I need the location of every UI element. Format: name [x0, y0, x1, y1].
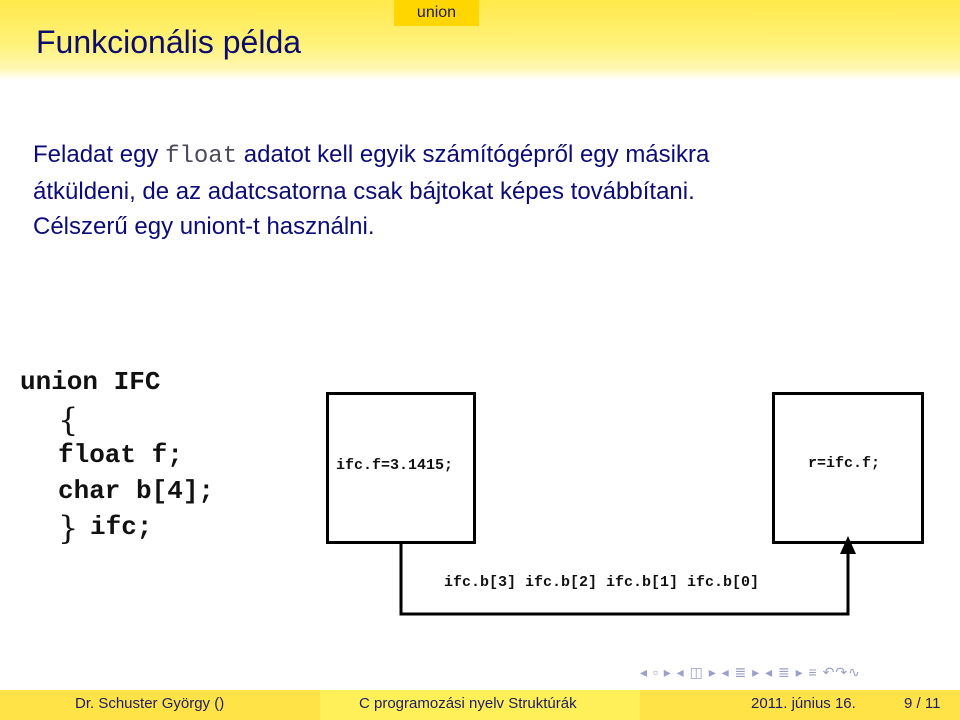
beamer-navigation-icons[interactable]: ◂ ▫ ▸ ◂ ◫ ▸ ◂ ≣ ▸ ◂ ≣ ▸ ≡ ↶↷∿	[640, 664, 861, 680]
footer-course: C programozási nyelv Struktúrák	[359, 695, 577, 712]
footer-date: 2011. június 16.	[751, 695, 856, 712]
code-line-float: float f;	[58, 440, 183, 470]
receiver-label: r=ifc.f;	[808, 455, 881, 472]
body-line-1-end: adatot kell egyik számítógépről egy másikra	[237, 141, 710, 168]
code-open-brace: {	[58, 401, 79, 439]
arrow-head-icon	[840, 536, 856, 554]
footer-course-block	[320, 690, 640, 720]
section-tab[interactable]: union	[394, 0, 479, 26]
slide-title: Funkcionális példa	[36, 24, 302, 60]
code-close-brace: }	[58, 509, 79, 547]
bytes-label: ifc.b[3] ifc.b[2] ifc.b[1] ifc.b[0]	[444, 574, 760, 591]
body-line-1-start: Feladat egy	[33, 141, 166, 168]
slide-footer	[0, 690, 960, 720]
code-line-ifc: ifc;	[90, 512, 153, 542]
code-line-char: char b[4];	[58, 476, 215, 506]
body-line-2: átküldeni, de az adatcsatorna csak bájtokat képes továbbítani.	[33, 178, 695, 205]
footer-date-block	[640, 690, 960, 720]
body-line-3: Célszerű egy uniont-t használni.	[33, 213, 375, 240]
footer-author: Dr. Schuster György ()	[75, 695, 225, 712]
connector-line	[401, 544, 848, 614]
footer-page: 9 / 11	[904, 695, 941, 712]
sender-label: ifc.f=3.1415;	[336, 457, 454, 474]
footer-author-block	[0, 690, 320, 720]
code-line-union: union IFC	[20, 367, 161, 397]
float-keyword: float	[165, 143, 238, 170]
